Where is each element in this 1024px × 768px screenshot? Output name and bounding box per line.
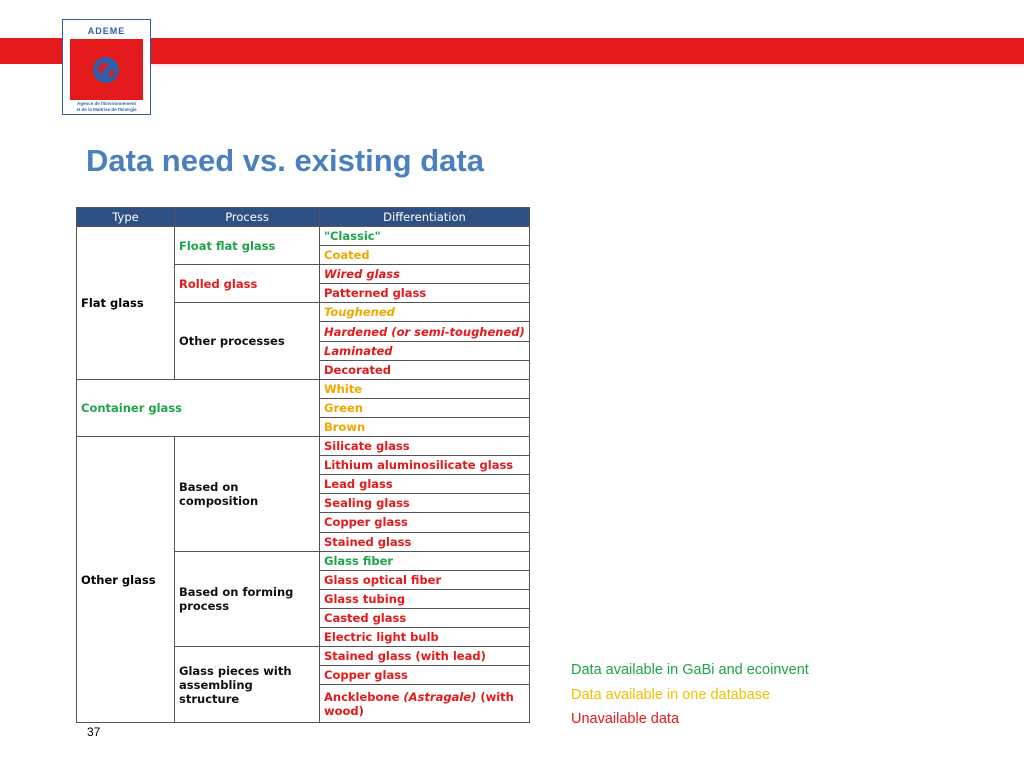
process-cell: Based on forming process [175,551,320,646]
diff-cell: Hardened (or semi-toughened) [320,322,530,341]
glass-data-table [76,207,530,723]
ademe-logo [62,19,151,115]
diff-cell: Lithium aluminosilicate glass [320,456,530,475]
anklebone-italic: (Astragale) [403,689,477,704]
process-cell: Other processes [175,303,320,379]
diff-cell: Copper glass [320,513,530,532]
process-cell: Based on composition [175,437,320,552]
diff-cell: "Classic" [320,227,530,246]
diff-cell: Glass optical fiber [320,570,530,589]
process-cell: Rolled glass [175,265,320,303]
process-cell: Float flat glass [175,227,320,265]
header-process: Process [175,208,320,227]
diff-cell: Glass tubing [320,589,530,608]
diff-cell: Laminated [320,341,530,360]
diff-cell: Wired glass [320,265,530,284]
table-row [77,227,530,246]
diff-cell: Glass fiber [320,551,530,570]
logo-wordmark: ADEME [87,26,126,36]
header-band [0,38,1024,64]
legend-red: Unavailable data [571,711,680,727]
process-cell: Glass pieces with assembling structure [175,647,320,723]
type-cell: Flat glass [77,227,175,380]
diff-cell: Stained glass (with lead) [320,647,530,666]
diff-cell: Coated [320,246,530,265]
page-title: Data need vs. existing data [86,143,484,178]
diff-cell: Toughened [320,303,530,322]
logo-caption-line2: et de la Maîtrise de l'Energie [76,106,137,112]
type-cell: Other glass [77,437,175,723]
globe-icon [91,55,121,85]
diff-cell: Electric light bulb [320,627,530,646]
logo-caption-line1: Agence de l'Environnement [76,101,137,106]
legend-yellow: Data available in one database [571,686,771,703]
header-differentiation: Differentiation [320,208,530,227]
diff-cell: Lead glass [320,475,530,494]
legend [571,658,809,732]
diff-cell: Brown [320,417,530,436]
diff-cell: Green [320,398,530,417]
diff-cell: Patterned glass [320,284,530,303]
diff-cell: Decorated [320,360,530,379]
diff-cell: Copper glass [320,666,530,685]
diff-cell: White [320,379,530,398]
page-number: 37 [87,725,101,739]
diff-cell: Silicate glass [320,437,530,456]
table-row [77,379,530,398]
header-type: Type [77,208,175,227]
logo-caption [63,101,150,112]
legend-green: Data available in GaBi and ecoinvent [571,662,809,678]
anklebone-suffix: (with wood) [324,689,514,718]
type-cell: Container glass [77,379,320,436]
anklebone-text: Ancklebone [324,689,404,704]
diff-cell [320,685,530,723]
table-header-row [77,208,530,227]
diff-cell: Stained glass [320,532,530,551]
table-row [77,437,530,456]
diff-cell: Sealing glass [320,494,530,513]
diff-cell: Casted glass [320,608,530,627]
